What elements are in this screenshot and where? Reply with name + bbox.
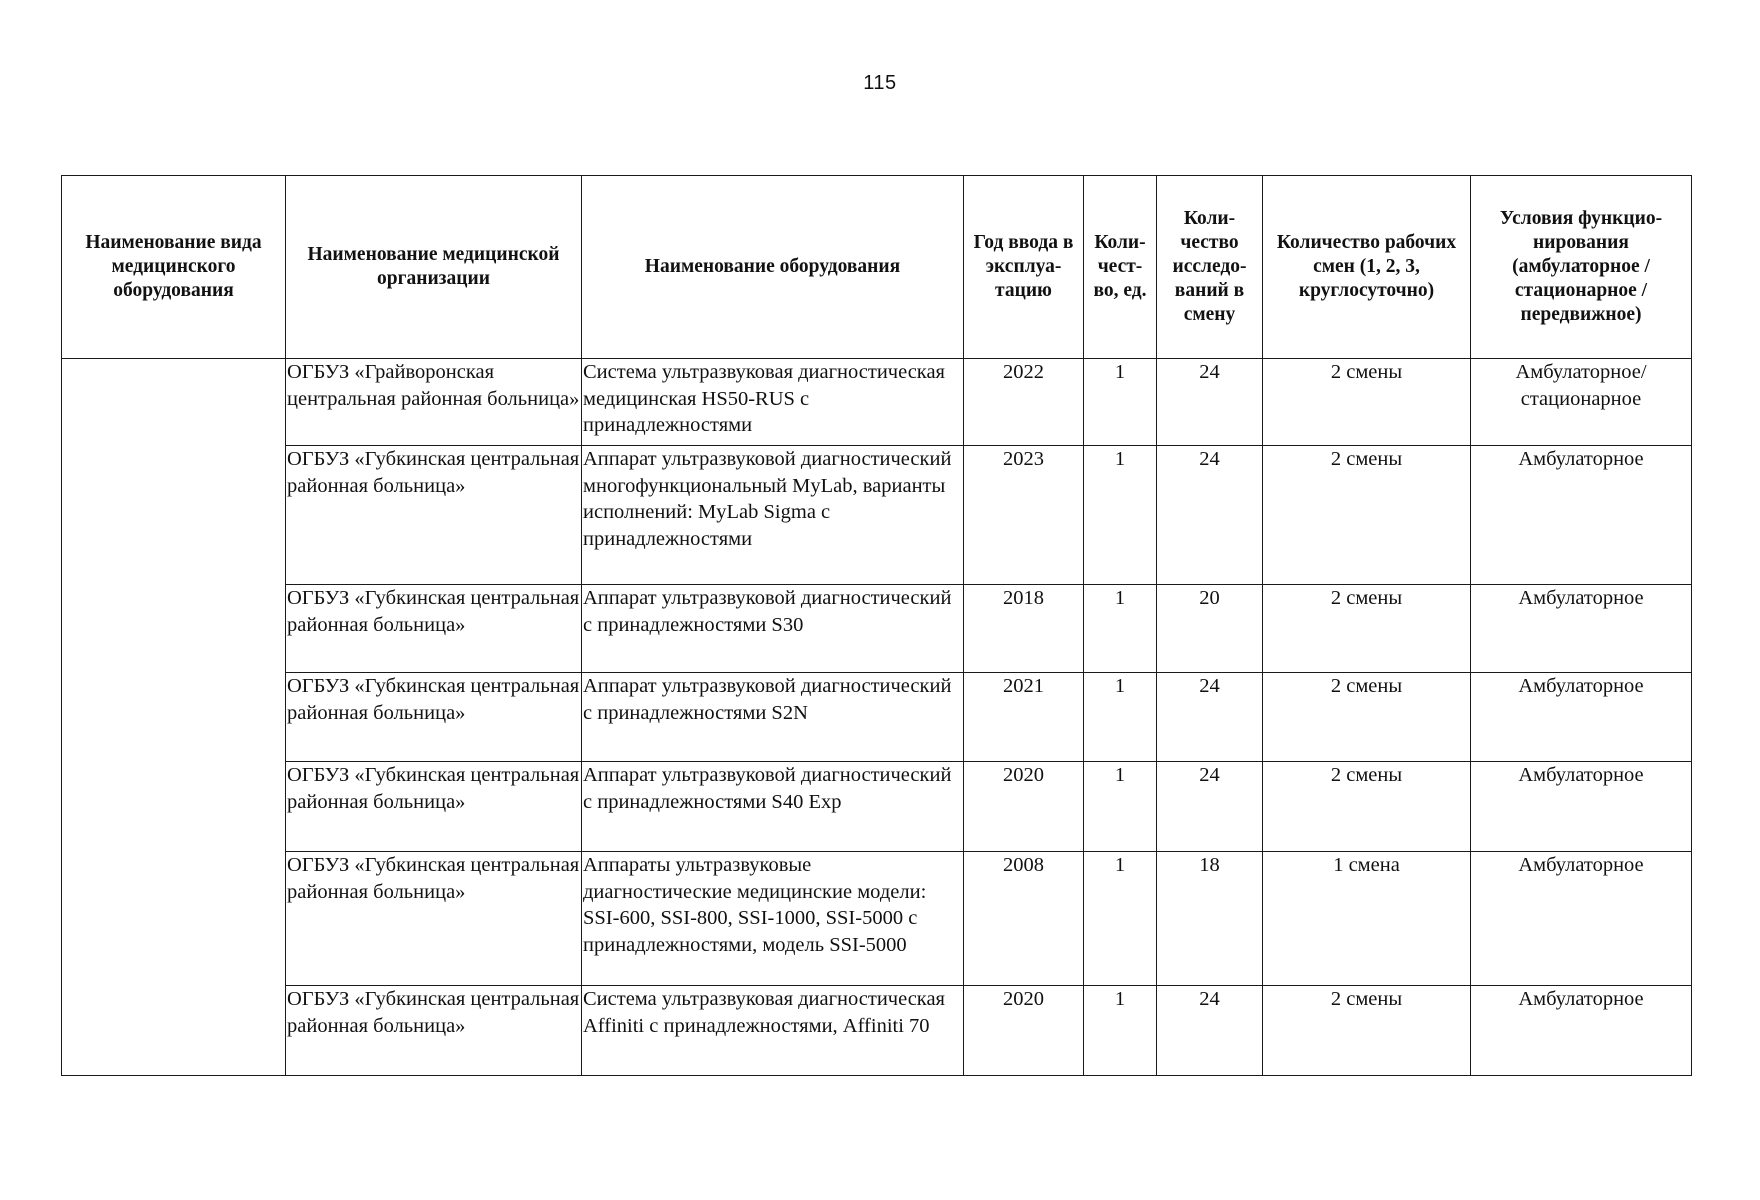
- header-conditions: Условия функцио-нирования (амбулаторное / стационарное / передвижное): [1471, 176, 1692, 359]
- year-cell: 2020: [964, 986, 1084, 1076]
- table-row: [62, 673, 1692, 762]
- organization-cell: ОГБУЗ «Губкинская центральная районная больница»: [286, 585, 582, 673]
- table-row: [62, 359, 1692, 446]
- header-year: Год ввода в эксплуа-тацию: [964, 176, 1084, 359]
- table-row: [62, 585, 1692, 673]
- table-row: [62, 852, 1692, 986]
- shifts-cell: 2 смены: [1263, 446, 1471, 585]
- conditions-cell: Амбулаторное: [1471, 762, 1692, 852]
- studies-cell: 20: [1157, 585, 1263, 673]
- quantity-cell: 1: [1084, 446, 1157, 585]
- shifts-cell: 2 смены: [1263, 762, 1471, 852]
- conditions-cell: Амбулаторное: [1471, 852, 1692, 986]
- conditions-cell: Амбулаторное: [1471, 673, 1692, 762]
- equipment-table: [61, 175, 1692, 1076]
- quantity-cell: 1: [1084, 762, 1157, 852]
- conditions-cell: Амбулаторное: [1471, 986, 1692, 1076]
- table-row: [62, 446, 1692, 585]
- shifts-cell: 2 смены: [1263, 673, 1471, 762]
- studies-cell: 24: [1157, 446, 1263, 585]
- year-cell: 2022: [964, 359, 1084, 446]
- organization-cell: ОГБУЗ «Губкинская центральная районная больница»: [286, 852, 582, 986]
- quantity-cell: 1: [1084, 986, 1157, 1076]
- equipment-cell: Аппарат ультразвуковой диагностический многофункциональный MyLab, варианты исполнений: MyLab Sigma с принадлежностями: [582, 446, 964, 585]
- equipment-cell: Аппараты ультразвуковые диагностические медицинские модели: SSI-600, SSI-800, SSI-1000, SSI-5000 с принадлежностями, модель SSI-5000: [582, 852, 964, 986]
- page-number: 115: [863, 72, 897, 94]
- year-cell: 2018: [964, 585, 1084, 673]
- header-equipment-name: Наименование оборудования: [582, 176, 964, 359]
- quantity-cell: 1: [1084, 585, 1157, 673]
- conditions-cell: Амбулаторное: [1471, 446, 1692, 585]
- year-cell: 2020: [964, 762, 1084, 852]
- header-equipment-kind: Наименование вида медицинского оборудования: [62, 176, 286, 359]
- shifts-cell: 2 смены: [1263, 585, 1471, 673]
- equipment-kind-cell: [62, 359, 286, 1076]
- conditions-cell: Амбулаторное: [1471, 585, 1692, 673]
- header-studies-per-shift: Коли-чество исследо-ваний в смену: [1157, 176, 1263, 359]
- year-cell: 2021: [964, 673, 1084, 762]
- studies-cell: 24: [1157, 359, 1263, 446]
- equipment-cell: Система ультразвуковая диагностическая медицинская HS50-RUS с принадлежностями: [582, 359, 964, 446]
- conditions-cell: Амбулаторное/ стационарное: [1471, 359, 1692, 446]
- organization-cell: ОГБУЗ «Губкинская центральная районная больница»: [286, 762, 582, 852]
- organization-cell: ОГБУЗ «Губкинская центральная районная больница»: [286, 986, 582, 1076]
- shifts-cell: 2 смены: [1263, 986, 1471, 1076]
- organization-cell: ОГБУЗ «Грайворонская центральная районная больница»: [286, 359, 582, 446]
- equipment-cell: Система ультразвуковая диагностическая Affiniti с принадлежностями, Affiniti 70: [582, 986, 964, 1076]
- equipment-cell: Аппарат ультразвуковой диагностический с принадлежностями S2N: [582, 673, 964, 762]
- header-organization: Наименование медицинской организации: [286, 176, 582, 359]
- table-row: [62, 986, 1692, 1076]
- equipment-cell: Аппарат ультразвуковой диагностический с принадлежностями S40 Exp: [582, 762, 964, 852]
- shifts-cell: 1 смена: [1263, 852, 1471, 986]
- year-cell: 2023: [964, 446, 1084, 585]
- quantity-cell: 1: [1084, 852, 1157, 986]
- studies-cell: 24: [1157, 986, 1263, 1076]
- organization-cell: ОГБУЗ «Губкинская центральная районная больница»: [286, 446, 582, 585]
- header-quantity: Коли-чест-во, ед.: [1084, 176, 1157, 359]
- header-row: [62, 176, 1692, 359]
- equipment-cell: Аппарат ультразвуковой диагностический с принадлежностями S30: [582, 585, 964, 673]
- studies-cell: 24: [1157, 762, 1263, 852]
- studies-cell: 18: [1157, 852, 1263, 986]
- year-cell: 2008: [964, 852, 1084, 986]
- quantity-cell: 1: [1084, 359, 1157, 446]
- quantity-cell: 1: [1084, 673, 1157, 762]
- studies-cell: 24: [1157, 673, 1263, 762]
- table-row: [62, 762, 1692, 852]
- organization-cell: ОГБУЗ «Губкинская центральная районная больница»: [286, 673, 582, 762]
- header-shifts: Количество рабочих смен (1, 2, 3, круглосуточно): [1263, 176, 1471, 359]
- shifts-cell: 2 смены: [1263, 359, 1471, 446]
